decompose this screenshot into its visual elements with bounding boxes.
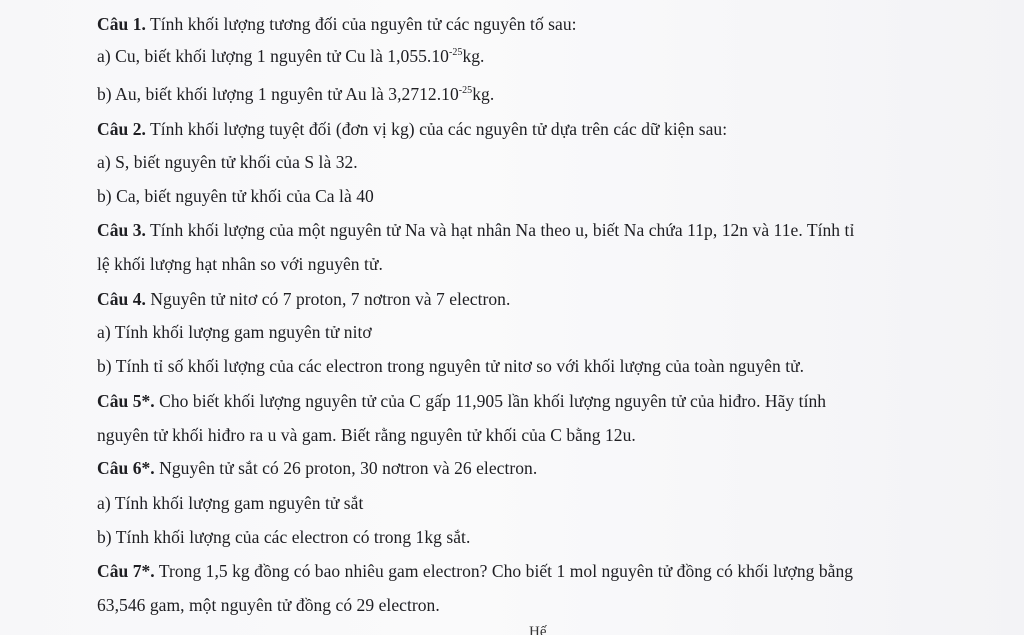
question-3-continuation: lệ khối lượng hạt nhân so với nguyên tử.: [97, 254, 383, 274]
question-7-heading: Câu 7*. Trong 1,5 kg đồng có bao nhiêu gam electron? Cho biết 1 mol nguyên tử đồng có khối lượng bằng: [97, 561, 854, 581]
question-7-continuation: 63,546 gam, một nguyên tử đồng có 29 electron.: [97, 595, 440, 615]
question-5-heading: Câu 5*. Cho biết khối lượng nguyên tử của C gấp 11,905 lần khối lượng nguyên tử của hiđro. Hãy tính: [97, 391, 827, 411]
question-4-part-b: b) Tính tỉ số khối lượng của các electron trong nguyên tử nitơ so với khối lượng của toàn nguyên tử.: [97, 356, 805, 376]
question-2-heading: Câu 2. Tính khối lượng tuyệt đối (đơn vị kg) của các nguyên tử dựa trên các dữ kiện sau:: [97, 119, 728, 139]
question-1-part-a: a) Cu, biết khối lượng 1 nguyên tử Cu là $1,055.10^{-25}kg$.: [97, 46, 485, 66]
question-4-heading: Câu 4. Nguyên tử nitơ có 7 proton, 7 nơtron và 7 electron.: [97, 289, 511, 309]
question-2-part-b: b) Ca, biết nguyên tử khối của Ca là 40: [97, 186, 374, 206]
question-4-part-a: a) Tính khối lượng gam nguyên tử nitơ: [97, 322, 372, 342]
question-1-part-b: b) Au, biết khối lượng 1 nguyên tử Au là $3,2712.10^{-25}kg$.: [97, 84, 495, 104]
question-6-heading: Câu 6*. Nguyên tử sắt có 26 proton, 30 nơtron và 26 electron.: [97, 458, 538, 478]
cut-off-bottom-text: Hế: [529, 624, 547, 635]
question-5-continuation: nguyên tử khối hiđro ra u và gam. Biết rằng nguyên tử khối của C bằng 12u.: [97, 425, 636, 445]
question-3-heading: Câu 3. Tính khối lượng của một nguyên tử Na và hạt nhân Na theo u, biết Na chứa 11p, 12n và 11e. Tính tỉ: [97, 220, 855, 240]
question-6-part-a: a) Tính khối lượng gam nguyên tử sắt: [97, 493, 364, 513]
question-1-heading: Câu 1. Tính khối lượng tương đối của nguyên tử các nguyên tố sau:: [97, 14, 577, 34]
question-6-part-b: b) Tính khối lượng của các electron có trong 1kg sắt.: [97, 527, 471, 547]
question-2-part-a: a) S, biết nguyên tử khối của S là 32.: [97, 152, 358, 172]
